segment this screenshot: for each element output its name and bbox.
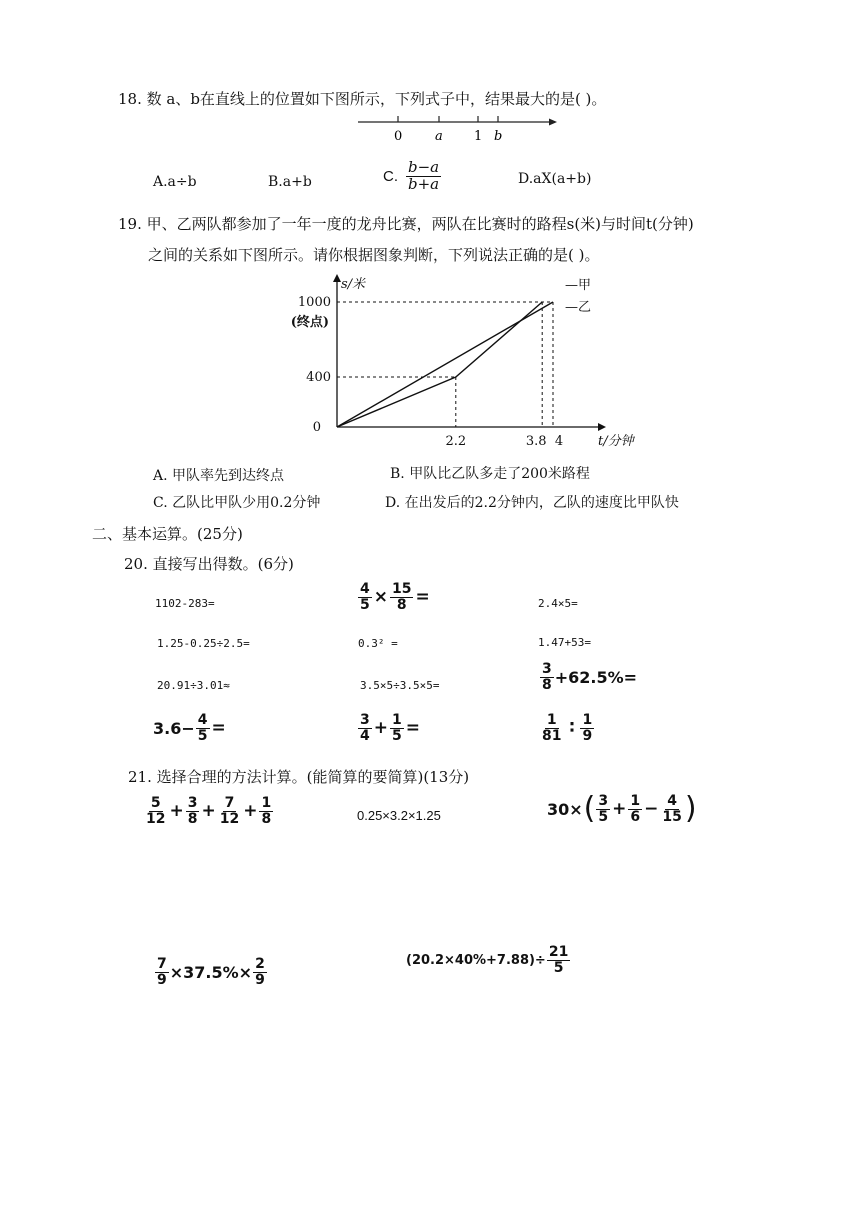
q20-item-r1c2 <box>358 582 431 612</box>
q21-expression-2: 0.25×3.2×1.25 <box>357 808 441 823</box>
q20-item-r4c1 <box>153 713 227 743</box>
fraction-numerator: 3 <box>598 793 609 809</box>
operator: + <box>373 718 388 739</box>
legend-entry: —甲 <box>565 278 592 293</box>
fraction-denominator: 5 <box>392 727 402 744</box>
fraction-denominator: 8 <box>261 810 272 827</box>
legend-entry: —乙 <box>565 300 592 315</box>
q20-item-r2c1: 1.25-0.25÷2.5= <box>157 637 250 650</box>
distance-time-chart <box>260 270 660 455</box>
q19-option-b[interactable]: B. 甲队比乙队多走了200米路程 <box>390 466 590 482</box>
chart-series <box>337 302 553 427</box>
y-axis-arrow <box>333 274 341 282</box>
q18-option-a[interactable]: A.a÷b <box>153 174 197 190</box>
fraction-denominator: 5 <box>553 959 564 976</box>
numberline-label-a: a <box>435 129 443 144</box>
fraction-numerator: 4 <box>197 712 208 728</box>
q21-expression-3 <box>547 791 697 827</box>
expression-prefix: 3.6− <box>153 718 195 738</box>
q19-option-a[interactable]: A. 甲队率先到达终点 <box>153 468 285 484</box>
q20-item-r1c1: 1102-283= <box>155 597 215 610</box>
fraction-numerator: 1 <box>582 712 593 728</box>
fraction-denominator: 4 <box>360 727 370 744</box>
fraction-denominator: 9 <box>255 971 265 988</box>
fraction-numerator: 1 <box>392 712 402 728</box>
x-axis-arrow <box>598 423 606 431</box>
fraction-numerator: 1 <box>261 795 272 811</box>
fraction-denominator: b+a <box>408 174 440 193</box>
q21-expression-1 <box>144 796 273 826</box>
operator: × <box>373 587 388 608</box>
number-line <box>350 110 565 146</box>
fraction-numerator: 7 <box>157 956 167 972</box>
operator: + <box>612 799 627 820</box>
operator: + <box>201 801 216 822</box>
fraction-denominator: 5 <box>197 727 208 744</box>
q21-title: 21. 选择合理的方法计算。(能简算的要简算)(13分) <box>128 768 470 786</box>
x-axis-label: t/分钟 <box>598 434 634 449</box>
fraction-numerator: 15 <box>392 581 412 597</box>
expression-prefix: 30× <box>547 799 583 819</box>
q21-expression-5 <box>406 945 570 975</box>
fraction-numerator: 3 <box>360 712 370 728</box>
x-tick-label: 3.8 <box>525 434 547 449</box>
q20-item-r2c3: 1.47+53= <box>538 636 591 649</box>
q21-expression-4 <box>155 957 267 987</box>
q20-item-r3c2: 3.5×5÷3.5×5= <box>360 679 440 692</box>
expression-middle: ×37.5%× <box>169 962 253 982</box>
q20-item-r4c2 <box>358 713 421 743</box>
fraction-numerator: 21 <box>548 944 569 960</box>
q20-item-r1c3: 2.4×5= <box>538 597 578 610</box>
fraction-numerator: 3 <box>542 661 552 677</box>
y-tick-label: 1000 <box>297 295 331 310</box>
q18-stem: 18. 数 a、b在直线上的位置如下图所示，下列式子中，结果最大的是( )。 <box>118 90 607 108</box>
fraction-numerator: 1 <box>630 793 641 809</box>
fraction-denominator: 5 <box>598 808 609 825</box>
equals-sign: = <box>211 718 226 739</box>
fraction-denominator: 8 <box>187 810 198 827</box>
ratio-sign: ∶ <box>569 718 575 739</box>
expression-prefix: (20.2×40%+7.88)÷ <box>406 952 546 968</box>
equals-sign: = <box>405 718 420 739</box>
fraction-denominator: 15 <box>662 808 682 825</box>
numberline-label-1: 1 <box>474 129 483 144</box>
q19-stem-line2: 之间的关系如下图所示。请你根据图象判断，下列说法正确的是( )。 <box>148 246 600 264</box>
fraction-numerator: 4 <box>667 793 677 809</box>
q18-option-c[interactable] <box>383 160 441 193</box>
fraction-numerator: 7 <box>224 795 235 811</box>
x-tick-label: 4 <box>554 434 564 449</box>
chart-axes <box>333 274 606 431</box>
q20-item-r2c2: 0.3² = <box>358 637 398 650</box>
fraction-numerator: b−a <box>408 158 440 176</box>
q20-item-r3c1: 20.91÷3.01≈ <box>157 679 230 692</box>
y-note-label: (终点) <box>290 315 329 330</box>
q18-option-c-prefix: C. <box>383 167 398 185</box>
equals-sign: = <box>415 587 430 608</box>
operator: + <box>169 801 184 822</box>
fraction-denominator: 9 <box>157 971 167 988</box>
q18-option-d[interactable]: D.aX(a+b) <box>518 171 592 187</box>
q20-title: 20. 直接写出得数。(6分) <box>124 555 294 573</box>
fraction-denominator: 5 <box>360 596 370 613</box>
fraction-numerator: 1 <box>546 712 557 728</box>
numberline-label-0: 0 <box>394 129 403 144</box>
fraction-numerator: 5 <box>150 795 161 811</box>
series-line-yi <box>337 302 542 427</box>
q18-option-b[interactable]: B.a+b <box>268 174 312 190</box>
x-tick-label: 2.2 <box>445 434 467 449</box>
open-paren: ( <box>583 791 596 827</box>
numberline-label-b: b <box>494 129 503 144</box>
q19-option-d[interactable]: D. 在出发后的2.2分钟内，乙队的速度比甲队快 <box>385 495 679 511</box>
q19-option-c[interactable]: C. 乙队比甲队少用0.2分钟 <box>153 495 321 511</box>
q19-stem-line1: 19. 甲、乙两队都参加了一年一度的龙舟比赛，两队在比赛时的路程s(米)与时间t(分钟) <box>118 215 694 233</box>
fraction-numerator: 2 <box>255 956 265 972</box>
q18-option-c-fraction <box>406 160 441 193</box>
fraction-denominator: 12 <box>219 810 240 827</box>
fraction-numerator: 4 <box>360 581 370 597</box>
fraction-denominator: 12 <box>146 810 166 827</box>
fraction-denominator: 9 <box>582 727 593 744</box>
close-paren: ) <box>684 791 697 827</box>
q20-item-r3c3 <box>540 662 637 692</box>
y-tick-label: 0 <box>312 420 321 435</box>
fraction-denominator: 8 <box>542 676 552 693</box>
y-tick-label: 400 <box>306 370 331 385</box>
fraction-numerator: 3 <box>187 795 198 811</box>
fraction-denominator: 81 <box>542 727 562 744</box>
y-axis-label: s/米 <box>341 277 366 292</box>
section-2-title: 二、基本运算。(25分) <box>92 525 243 543</box>
fraction-denominator: 8 <box>396 596 407 613</box>
fraction-denominator: 6 <box>630 808 641 825</box>
expression-rest: +62.5%= <box>554 667 638 687</box>
operator: + <box>243 801 258 822</box>
q20-item-r4c3 <box>540 713 594 743</box>
operator: − <box>644 799 659 820</box>
